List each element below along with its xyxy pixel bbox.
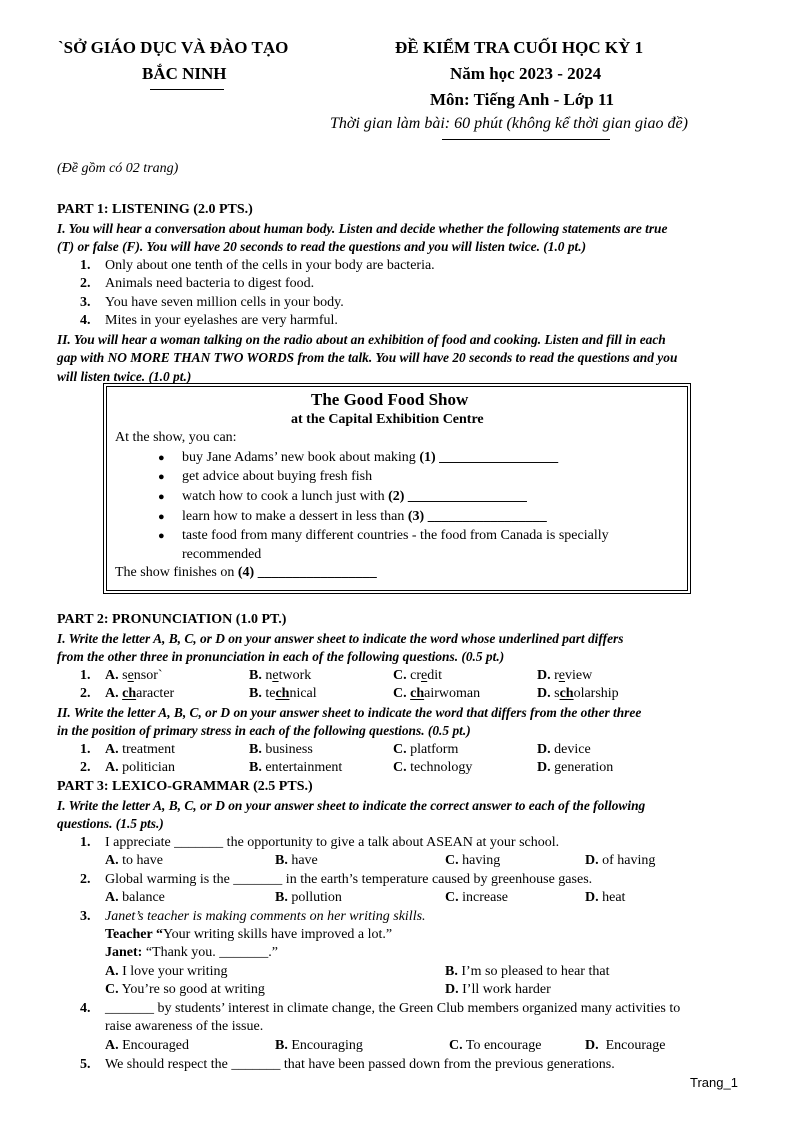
part3-title: PART 3: LEXICO-GRAMMAR (2.5 PTS.) <box>57 779 313 794</box>
option-a: A. Encouraged <box>105 1038 189 1053</box>
header-province: BẮC NINH <box>142 64 227 83</box>
listening-item: Animals need bacteria to digest food. <box>105 276 315 291</box>
option-b: B. technical <box>249 686 317 701</box>
question-text-cont: raise awareness of the issue. <box>105 1019 264 1034</box>
listening-item-num: 3. <box>80 295 91 310</box>
option-b: B. network <box>249 668 312 683</box>
option-c: C. chairwoman <box>393 686 481 701</box>
option-b: B. have <box>275 853 318 868</box>
part3-sec1-instruction-2: questions. (1.5 pts.) <box>57 816 164 831</box>
option-b: B. I’m so pleased to hear that <box>445 964 610 979</box>
dialogue-teacher: Teacher “Your writing skills have improved a lot.” <box>105 927 393 942</box>
part1-sec2-instruction-1: II. You will hear a woman talking on the radio about an exhibition of food and cooking. Listen and fill in each <box>57 332 666 347</box>
blank-1: _________________ <box>439 450 559 465</box>
header-exam-title: ĐỀ KIỂM TRA CUỐI HỌC KỲ 1 <box>395 38 644 57</box>
box-bullet-5-line-1: taste food from many different countries - the food from Canada is specially <box>182 528 609 543</box>
box-bullet-4: learn how to make a dessert in less than (3) _________________ <box>182 509 547 524</box>
option-c: C. having <box>445 853 501 868</box>
bullet-icon: ● <box>158 491 165 503</box>
option-c: C. platform <box>393 742 459 757</box>
header-time: Thời gian làm bài: 60 phút (không kể thời gian giao đề) <box>330 115 688 132</box>
part1-sec2-instruction-2: gap with NO MORE THAN TWO WORDS from the talk. You will have 20 seconds to read the questions and you <box>57 350 678 365</box>
option-d: D. I’ll work harder <box>445 982 551 997</box>
option-c: C. increase <box>445 890 508 905</box>
option-a: A. sensor` <box>105 668 163 683</box>
option-d: D. device <box>537 742 591 757</box>
bullet-icon: ● <box>158 471 165 483</box>
option-d: D. scholarship <box>537 686 619 701</box>
option-c: C. To encourage <box>449 1038 542 1053</box>
question-num: 2. <box>80 760 91 775</box>
header-school-year: Năm học 2023 - 2024 <box>450 64 602 83</box>
box-bullet-1: buy Jane Adams’ new book about making (1) _________________ <box>182 450 559 465</box>
option-d: D. heat <box>585 890 626 905</box>
header-department: `SỞ GIÁO DỤC VÀ ĐÀO TẠO <box>58 38 289 57</box>
question-num: 1. <box>80 835 91 850</box>
question-text: _______ by students’ interest in climate change, the Green Club members organized many activities to <box>105 1001 681 1016</box>
option-a: A. treatment <box>105 742 175 757</box>
option-a: A. to have <box>105 853 163 868</box>
box-bullet-5-line-2: recommended <box>182 547 262 562</box>
option-d: D. of having <box>585 853 656 868</box>
part1-sec2-instruction-3: will listen twice. (1.0 pt.) <box>57 369 192 384</box>
listening-item: Only about one tenth of the cells in your body are bacteria. <box>105 258 435 273</box>
bullet-icon: ● <box>158 511 165 523</box>
box-subtitle: at the Capital Exhibition Centre <box>291 412 484 427</box>
option-c: C. credit <box>393 668 443 683</box>
option-d: D. generation <box>537 760 614 775</box>
page-number: Trang_1 <box>690 1075 738 1090</box>
part2-sec1-instruction-2: from the other three in pronunciation in each of the following questions. (0.5 pt.) <box>57 649 505 664</box>
box-title: The Good Food Show <box>311 390 469 409</box>
blank-2: _________________ <box>407 489 527 504</box>
question-text: I appreciate _______ the opportunity to give a talk about ASEAN at your school. <box>105 835 560 850</box>
question-num: 1. <box>80 742 91 757</box>
option-b: B. business <box>249 742 313 757</box>
option-d: D. review <box>537 668 593 683</box>
listening-item: Mites in your eyelashes are very harmful. <box>105 313 338 328</box>
blank-3: _________________ <box>427 509 547 524</box>
part1-sec1-instruction-2: (T) or false (F). You will have 20 seconds to read the questions and you will listen twice. (1.0 pt.) <box>57 239 587 254</box>
question-text: Global warming is the _______ in the earth’s temperature caused by greenhouse gases. <box>105 872 593 887</box>
header-subject: Môn: Tiếng Anh - Lớp 11 <box>430 90 615 109</box>
header-left-rule <box>150 89 224 90</box>
pages-note: (Đề gồm có 02 trang) <box>57 161 179 176</box>
question-num: 1. <box>80 668 91 683</box>
option-a: A. politician <box>105 760 176 775</box>
box-finish: The show finishes on (4) _________________ <box>115 565 377 580</box>
box-bullet-3: watch how to cook a lunch just with (2) _________________ <box>182 489 527 504</box>
box-bullet-2: get advice about buying fresh fish <box>182 469 373 484</box>
question-num: 4. <box>80 1001 91 1016</box>
question-num: 5. <box>80 1057 91 1072</box>
option-d: D. Encourage <box>585 1038 666 1053</box>
part1-title: PART 1: LISTENING (2.0 PTS.) <box>57 202 253 217</box>
option-b: B. Encouraging <box>275 1038 363 1053</box>
listening-item-num: 4. <box>80 313 91 328</box>
part1-sec1-instruction-1: I. You will hear a conversation about human body. Listen and decide whether the following statements are true <box>57 221 668 236</box>
option-a: A. character <box>105 686 175 701</box>
option-a: A. I love your writing <box>105 964 228 979</box>
question-num: 2. <box>80 872 91 887</box>
option-b: B. entertainment <box>249 760 343 775</box>
part2-title: PART 2: PRONUNCIATION (1.0 PT.) <box>57 612 287 627</box>
listening-item-num: 2. <box>80 276 91 291</box>
bullet-icon: ● <box>158 452 165 464</box>
option-c: C. technology <box>393 760 473 775</box>
blank-4: _________________ <box>257 565 377 580</box>
option-c: C. You’re so good at writing <box>105 982 265 997</box>
part3-sec1-instruction-1: I. Write the letter A, B, C, or D on your answer sheet to indicate the correct answer to each of the following <box>57 798 646 813</box>
box-intro: At the show, you can: <box>115 430 237 445</box>
listening-item-num: 1. <box>80 258 91 273</box>
question-text: We should respect the _______ that have been passed down from the previous generations. <box>105 1057 615 1072</box>
listening-item: You have seven million cells in your body. <box>105 295 344 310</box>
question-text: Janet’s teacher is making comments on her writing skills. <box>105 909 426 924</box>
bullet-icon: ● <box>158 530 165 542</box>
option-a: A. balance <box>105 890 165 905</box>
part2-sec1-instruction-1: I. Write the letter A, B, C, or D on your answer sheet to indicate the word whose underlined part differs <box>57 631 624 646</box>
question-num: 2. <box>80 686 91 701</box>
part2-sec2-instruction-2: in the position of primary stress in each of the following questions. (0.5 pt.) <box>57 723 471 738</box>
question-num: 3. <box>80 909 91 924</box>
part2-sec2-instruction-1: II. Write the letter A, B, C, or D on your answer sheet to indicate the word that differs from the other three <box>57 705 642 720</box>
option-b: B. pollution <box>275 890 342 905</box>
header-right-rule <box>442 139 610 140</box>
dialogue-janet: Janet: “Thank you. _______.” <box>105 945 279 960</box>
